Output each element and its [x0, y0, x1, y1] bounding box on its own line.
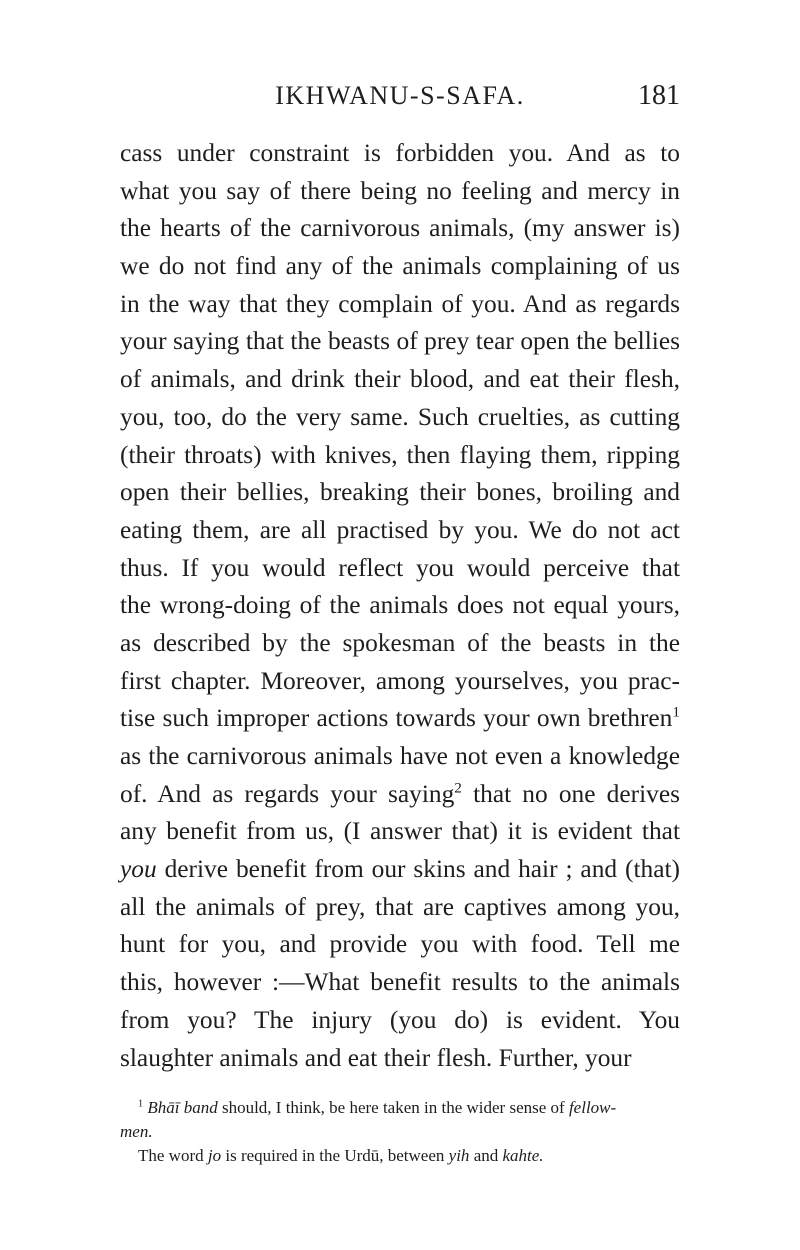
text-line: in the way that they complain of you. And as regards: [120, 289, 680, 318]
emphasis: fellow-: [568, 1098, 617, 1117]
footnote-marker: 1: [672, 703, 680, 721]
text-line: [120, 776, 680, 814]
text-line: your saying that the beasts of prey tear open the bellies: [120, 327, 680, 356]
text-line: as the carnivorous animals have not even a knowledge: [120, 742, 680, 770]
running-title: IKHWANU-S-SAFA.: [275, 81, 525, 110]
text-line: all the animals of prey, that are captives among you,: [120, 892, 680, 921]
page-number: 181: [638, 80, 680, 111]
emphasis: yih: [448, 1146, 470, 1165]
text-line: first chapter. Moreover, among yourselves, you prac-: [120, 666, 680, 695]
body-text: [120, 135, 680, 1077]
emphasis: jo: [207, 1146, 222, 1165]
text-line: open their bellies, breaking their bones, broiling and: [120, 478, 680, 507]
text-line: the hearts of the carnivorous animals, (my answer is): [120, 214, 680, 243]
emphasis: kahte.: [502, 1146, 544, 1165]
emphasis: men.: [120, 1122, 153, 1141]
footnote-1-continuation: [120, 1120, 680, 1144]
text-line: the wrong-doing of the animals does not equal yours,: [120, 591, 680, 620]
footnotes: [120, 1096, 680, 1168]
footnote-2: [120, 1144, 680, 1168]
text-line: you, too, do the very same. Such cruelties, as cutting: [120, 402, 680, 431]
text-line: any benefit from us, (I answer that) it is evident that: [120, 817, 680, 846]
text-line: thus. If you would reflect you would perceive that: [120, 553, 680, 582]
text-line: eating them, are all practised by you. We do not act: [120, 515, 680, 544]
running-head: [120, 76, 680, 116]
text-line: [120, 700, 680, 738]
text-segment: tise such improper actions towards your own brethren: [120, 704, 673, 733]
text-segment: and: [469, 1146, 503, 1165]
text-line: as described by the spokesman of the beasts in the: [120, 628, 680, 657]
text-line: slaughter animals and eat their flesh. Further, your: [120, 1043, 632, 1072]
emphasis: Bhāī band: [147, 1098, 218, 1117]
text-segment: that no one derives: [461, 779, 680, 808]
text-segment: derive benefit from our skins and hair ; and (that): [156, 855, 680, 884]
text-segment: of. And as regards your saying: [120, 779, 455, 808]
text-line: from you? The injury (you do) is evident. You: [120, 1005, 680, 1034]
text-line: of animals, and drink their blood, and eat their flesh,: [120, 365, 680, 394]
emphasis: you: [120, 855, 157, 884]
text-segment: should, I think, be here taken in the wider sense of: [217, 1098, 569, 1117]
text-line: cass under constraint is forbidden you. And as to: [120, 139, 680, 167]
text-line: [120, 851, 680, 889]
text-line: hunt for you, and provide you with food. Tell me: [120, 930, 680, 959]
text-segment: is required in the Urdū, between: [221, 1146, 449, 1165]
text-line: we do not find any of the animals complaining of us: [120, 252, 680, 281]
text-line: what you say of there being no feeling and mercy in: [120, 176, 680, 205]
footnote-number: 1: [138, 1098, 144, 1110]
text-line: (their throats) with knives, then flaying them, ripping: [120, 440, 680, 469]
footnote-marker: 2: [454, 779, 462, 797]
text-line: this, however :—What benefit results to the animals: [120, 968, 680, 997]
footnote-1: [120, 1096, 680, 1120]
text-segment: The word: [138, 1146, 208, 1165]
